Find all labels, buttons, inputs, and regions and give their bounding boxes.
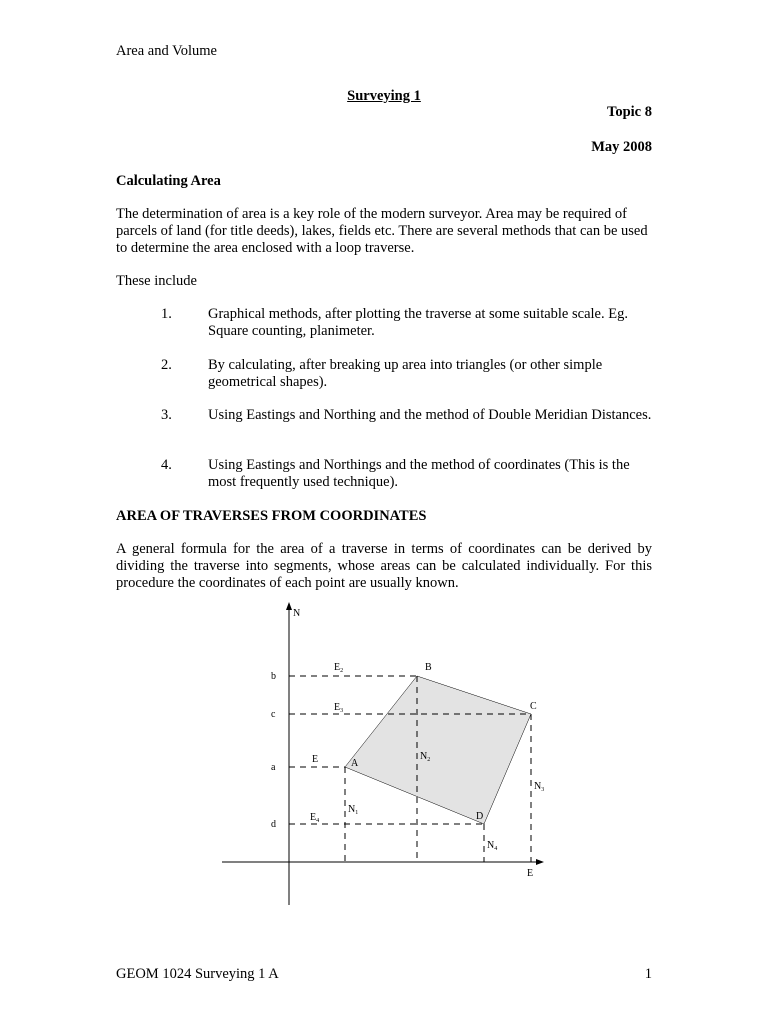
page-number: 1: [644, 966, 652, 982]
topic-label: Topic 8: [607, 104, 652, 120]
date-label: May 2008: [591, 139, 652, 155]
point-label-b: B: [425, 662, 432, 673]
easting-label: $E_2$: [334, 662, 344, 674]
traverse-polygon: [345, 676, 531, 824]
level-label: b: [271, 671, 276, 682]
list-item-number: 2.: [161, 357, 172, 373]
level-label: c: [271, 709, 276, 720]
list-item-number: 3.: [161, 407, 172, 423]
northing-label: $N_1$: [348, 804, 359, 816]
intro-paragraph: The determination of area is a key role of the modern surveyor. Area may be required of parcels of land (for title deeds), lakes, fields etc. There are several methods that can be used to determine the area enclosed with a loop traverse.: [116, 206, 648, 256]
easting-label: $E_4$: [310, 812, 320, 824]
document-title: Surveying 1: [347, 88, 421, 104]
list-item-number: 4.: [161, 457, 172, 473]
northing-label: $N_3$: [534, 781, 545, 793]
body-paragraph: A general formula for the area of a traverse in terms of coordinates can be derived by dividing the traverse into segments, whose areas can be calculated individually. For this procedure the coordinates of each point are usually known.: [116, 541, 652, 591]
easting-label: $E_3$: [334, 702, 344, 714]
list-item-number: 1.: [161, 306, 172, 322]
section-heading-calculating-area: Calculating Area: [116, 173, 221, 189]
footer-course: GEOM 1024 Surveying 1 A: [116, 966, 279, 982]
lead-in-text: These include: [116, 273, 197, 289]
list-item-text: Using Eastings and Northings and the method of coordinates (This is the most frequently used technique).: [208, 457, 630, 490]
section-heading-area-of-traverses: AREA OF TRAVERSES FROM COORDINATES: [116, 508, 427, 524]
list-item-text: Using Eastings and Northing and the method of Double Meridian Distances.: [208, 407, 652, 423]
northing-label: $N_2$: [420, 751, 431, 763]
level-label: a: [271, 762, 276, 773]
easting-label: E: [312, 754, 319, 765]
level-label: d: [271, 819, 276, 830]
axis-label-e: E: [527, 868, 534, 879]
point-label-c: C: [530, 701, 537, 712]
point-label-d: D: [476, 811, 484, 822]
point-label-a: A: [351, 758, 359, 769]
list-item-text: By calculating, after breaking up area into triangles (or other simple geometrical shapes).: [208, 357, 603, 390]
running-header: Area and Volume: [116, 43, 217, 59]
axis-label-n: N: [293, 608, 301, 619]
list-item-text: Graphical methods, after plotting the traverse at some suitable scale. Eg. Square counting, planimeter.: [208, 306, 628, 339]
northing-label: $N_4$: [487, 840, 498, 852]
